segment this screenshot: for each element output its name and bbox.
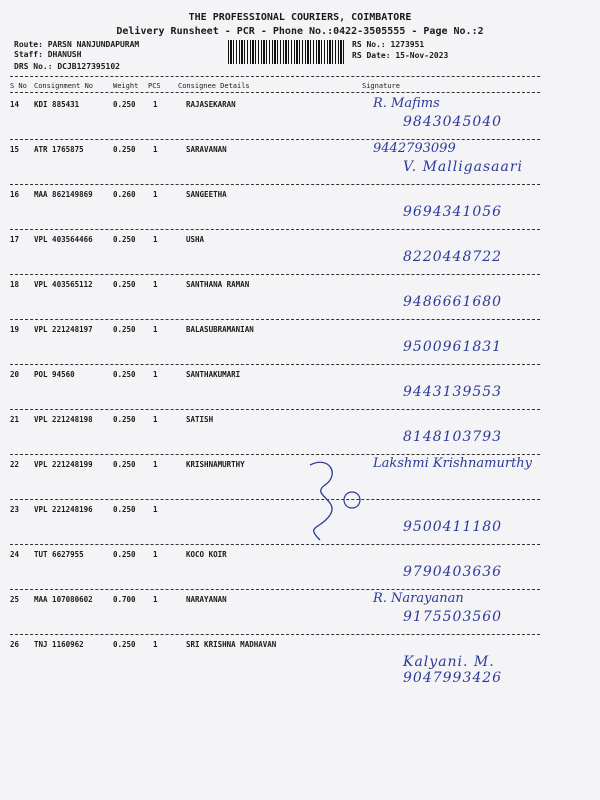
row-signature xyxy=(363,139,563,184)
row-pcs: 1 xyxy=(153,505,158,514)
drs-number: DRS No.: DCJB127395102 xyxy=(14,62,120,71)
table-row xyxy=(10,229,540,275)
row-sno: 17 xyxy=(10,235,20,244)
col-consignee: Consignee Details xyxy=(178,82,250,90)
signature-phone: V. Malligasaari xyxy=(403,159,524,175)
col-sno: S No xyxy=(10,82,27,90)
row-sno: 24 xyxy=(10,550,20,559)
row-signature xyxy=(363,409,563,454)
table-row xyxy=(10,409,540,455)
row-signature xyxy=(363,454,563,499)
row-pcs: 1 xyxy=(153,325,158,334)
table-row xyxy=(10,454,540,500)
route-label: Route: PARSN NANJUNDAPURAM xyxy=(14,40,140,49)
row-consignment: VPL 403564466 xyxy=(34,235,93,244)
signature-name: R. Narayanan xyxy=(373,591,464,606)
row-consignee: RAJASEKARAN xyxy=(186,100,236,109)
col-consignment: Consignment No xyxy=(34,82,94,90)
row-pcs: 1 xyxy=(153,190,158,199)
row-pcs: 1 xyxy=(153,100,158,109)
row-consignment: TNJ 1160962 xyxy=(34,640,84,649)
row-consignee: NARAYANAN xyxy=(186,595,227,604)
row-weight: 0.250 xyxy=(113,505,136,514)
signature-name: 9442793099 xyxy=(373,141,456,156)
row-pcs: 1 xyxy=(153,235,158,244)
row-signature xyxy=(363,319,563,364)
row-sno: 20 xyxy=(10,370,20,379)
signature-phone: 8220448722 xyxy=(403,249,503,265)
rs-date: RS Date: 15-Nov-2023 xyxy=(352,51,449,60)
table-row xyxy=(10,364,540,410)
row-weight: 0.250 xyxy=(113,460,136,469)
row-consignee: KRISHNAMURTHY xyxy=(186,460,245,469)
row-signature xyxy=(363,634,563,686)
row-weight: 0.250 xyxy=(113,100,136,109)
rs-number: RS No.: 1273951 xyxy=(352,40,425,49)
row-sno: 25 xyxy=(10,595,20,604)
barcode xyxy=(228,40,346,64)
row-sno: 18 xyxy=(10,280,20,289)
row-weight: 0.700 xyxy=(113,595,136,604)
row-consignment: TUT 6627955 xyxy=(34,550,84,559)
signature-phone: 9500961831 xyxy=(403,339,503,355)
handwritten-scribble xyxy=(300,455,370,555)
row-consignee: USHA xyxy=(186,235,205,244)
signature-phone: Kalyani. M. 9047993426 xyxy=(403,654,503,686)
table-row xyxy=(10,139,540,185)
row-weight: 0.250 xyxy=(113,280,136,289)
table-row xyxy=(10,499,540,545)
row-signature xyxy=(363,184,563,229)
row-consignee: SANTHANA RAMAN xyxy=(186,280,250,289)
table-row xyxy=(10,184,540,230)
row-signature xyxy=(363,229,563,274)
row-signature xyxy=(363,274,563,319)
signature-phone: 9843045040 xyxy=(403,114,503,130)
row-weight: 0.260 xyxy=(113,190,136,199)
row-pcs: 1 xyxy=(153,640,158,649)
row-consignee: KOCO KOIR xyxy=(186,550,227,559)
row-signature xyxy=(363,94,563,139)
row-sno: 14 xyxy=(10,100,20,109)
header-divider xyxy=(10,76,540,77)
row-consignment: MAA 107080602 xyxy=(34,595,93,604)
table-row xyxy=(10,589,540,635)
row-consignment: VPL 221248199 xyxy=(34,460,93,469)
col-pcs: PCS xyxy=(148,82,161,90)
row-consignment: KDI 885431 xyxy=(34,100,80,109)
row-sno: 16 xyxy=(10,190,20,199)
staff-label: Staff: DHANUSH xyxy=(14,50,82,59)
signature-phone: 9175503560 xyxy=(403,609,503,625)
row-sno: 23 xyxy=(10,505,20,514)
row-weight: 0.250 xyxy=(113,370,136,379)
col-weight: Weight xyxy=(113,82,139,90)
row-consignment: VPL 221248196 xyxy=(34,505,93,514)
row-pcs: 1 xyxy=(153,415,158,424)
row-consignee: SANGEETHA xyxy=(186,190,227,199)
row-weight: 0.250 xyxy=(113,640,136,649)
row-consignment: VPL 403565112 xyxy=(34,280,93,289)
row-signature xyxy=(363,499,563,544)
row-consignee: SRI KRISHNA MADHAVAN xyxy=(186,640,277,649)
row-consignment: MAA 862149869 xyxy=(34,190,93,199)
signature-name: R. Mafims xyxy=(373,96,440,111)
row-sno: 15 xyxy=(10,145,20,154)
row-pcs: 1 xyxy=(153,145,158,154)
row-pcs: 1 xyxy=(153,460,158,469)
column-header-divider xyxy=(10,92,540,93)
row-signature xyxy=(363,364,563,409)
signature-name: Lakshmi Krishnamurthy xyxy=(373,456,533,471)
runsheet-subtitle: Delivery Runsheet - PCR - Phone No.:0422-3505555 - Page No.:2 xyxy=(116,26,484,37)
signature-phone: 9443139553 xyxy=(403,384,503,400)
table-row xyxy=(10,319,540,365)
row-consignment: VPL 221248197 xyxy=(34,325,93,334)
row-weight: 0.250 xyxy=(113,235,136,244)
col-signature: Signature xyxy=(362,82,400,90)
row-signature xyxy=(363,544,563,589)
table-row xyxy=(10,634,540,686)
row-sno: 19 xyxy=(10,325,20,334)
row-pcs: 1 xyxy=(153,280,158,289)
row-consignment: ATR 1765875 xyxy=(34,145,84,154)
row-weight: 0.250 xyxy=(113,550,136,559)
row-weight: 0.250 xyxy=(113,415,136,424)
row-weight: 0.250 xyxy=(113,325,136,334)
row-consignee: SANTHAKUMARI xyxy=(186,370,241,379)
table-row xyxy=(10,544,540,590)
row-signature xyxy=(363,589,563,634)
row-pcs: 1 xyxy=(153,370,158,379)
table-row xyxy=(10,274,540,320)
row-pcs: 1 xyxy=(153,595,158,604)
row-consignment: VPL 221248198 xyxy=(34,415,93,424)
company-title: THE PROFESSIONAL COURIERS, COIMBATORE xyxy=(188,12,412,23)
row-consignee: SATISH xyxy=(186,415,214,424)
signature-phone: 9790403636 xyxy=(403,564,503,580)
row-consignee: BALASUBRAMANIAN xyxy=(186,325,254,334)
signature-phone: 8148103793 xyxy=(403,429,503,445)
row-consignment: POL 94560 xyxy=(34,370,75,379)
row-sno: 22 xyxy=(10,460,20,469)
signature-phone: 9486661680 xyxy=(403,294,503,310)
row-sno: 26 xyxy=(10,640,20,649)
signature-phone: 9694341056 xyxy=(403,204,503,220)
row-pcs: 1 xyxy=(153,550,158,559)
row-sno: 21 xyxy=(10,415,20,424)
signature-phone: 9500411180 xyxy=(403,519,503,535)
row-consignee: SARAVANAN xyxy=(186,145,227,154)
row-weight: 0.250 xyxy=(113,145,136,154)
table-row xyxy=(10,94,540,140)
